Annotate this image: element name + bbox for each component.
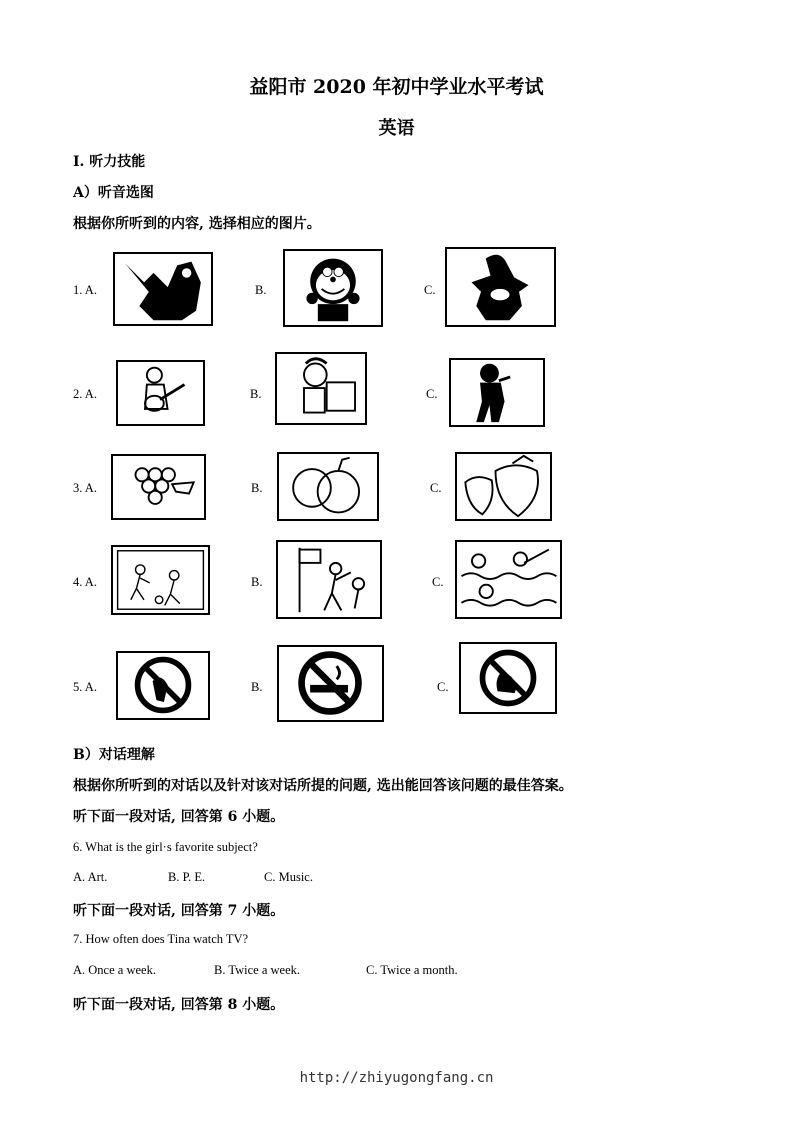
dancing-figure-icon[interactable] (113, 252, 213, 326)
q4-option-c-label: C. (432, 575, 444, 589)
q7-option-c[interactable]: C. Twice a month. (366, 963, 458, 977)
swimmers-icon[interactable] (455, 540, 562, 619)
q3-option-a-label: 3. A. (73, 481, 97, 495)
q7-prompt: 听下面一段对话, 回答第 7 小题。 (73, 903, 285, 919)
q6-question: 6. What is the girl·s favorite subject? (73, 840, 258, 854)
q7-question: 7. How often does Tina watch TV? (73, 932, 249, 946)
section-heading: Ⅰ. 听力技能 (73, 154, 146, 170)
q4-option-a-label: 4. A. (73, 575, 97, 589)
grapes-icon[interactable] (111, 454, 206, 520)
soccer-players-icon[interactable] (111, 545, 210, 615)
q3-option-b-label: B. (251, 481, 263, 495)
footer-url[interactable]: http://zhiyugongfang.cn (299, 1070, 494, 1086)
q5-option-b-label: B. (251, 680, 263, 694)
q6-option-a[interactable]: A. Art. (73, 870, 108, 884)
basketball-players-icon[interactable] (276, 540, 382, 619)
exam-title: 益阳市 2020 年初中学业水平考试 (249, 76, 544, 98)
q2-option-a-label: 2. A. (73, 387, 97, 401)
q5-option-c-label: C. (437, 680, 449, 694)
piano-player-icon[interactable] (275, 352, 367, 425)
q1-option-a-label: 1. A. (73, 283, 97, 297)
part-b-instruction: 根据你所听到的对话以及针对该对话所提的问题, 选出能回答该问题的最佳答案。 (73, 778, 573, 794)
q1-option-c-label: C. (424, 283, 436, 297)
no-smoking-sign-icon[interactable] (277, 645, 384, 722)
violin-player-icon[interactable] (449, 358, 545, 427)
q8-prompt: 听下面一段对话, 回答第 8 小题。 (73, 997, 285, 1013)
part-a-heading: A）听音选图 (73, 185, 154, 201)
no-fire-sign-icon[interactable] (459, 642, 557, 714)
part-b-heading: B）对话理解 (73, 747, 155, 763)
q6-prompt: 听下面一段对话, 回答第 6 小题。 (73, 809, 285, 825)
q6-option-c[interactable]: C. Music. (264, 870, 313, 884)
q7-option-a[interactable]: A. Once a week. (73, 963, 156, 977)
strawberries-icon[interactable] (455, 452, 552, 521)
donald-duck-icon[interactable] (445, 247, 556, 327)
q1-option-b-label: B. (255, 283, 267, 297)
q6-option-b[interactable]: B. P. E. (168, 870, 206, 884)
no-littering-sign-icon[interactable] (116, 651, 210, 720)
q4-option-b-label: B. (251, 575, 263, 589)
apples-icon[interactable] (277, 452, 379, 521)
q2-option-b-label: B. (250, 387, 262, 401)
part-a-instruction: 根据你所听到的内容, 选择相应的图片。 (73, 216, 321, 232)
exam-subject: 英语 (378, 118, 415, 139)
q5-option-a-label: 5. A. (73, 680, 97, 694)
q3-option-c-label: C. (430, 481, 442, 495)
guitar-player-icon[interactable] (116, 360, 205, 426)
doraemon-icon[interactable] (283, 249, 383, 327)
q2-option-c-label: C. (426, 387, 438, 401)
q7-option-b[interactable]: B. Twice a week. (214, 963, 301, 977)
